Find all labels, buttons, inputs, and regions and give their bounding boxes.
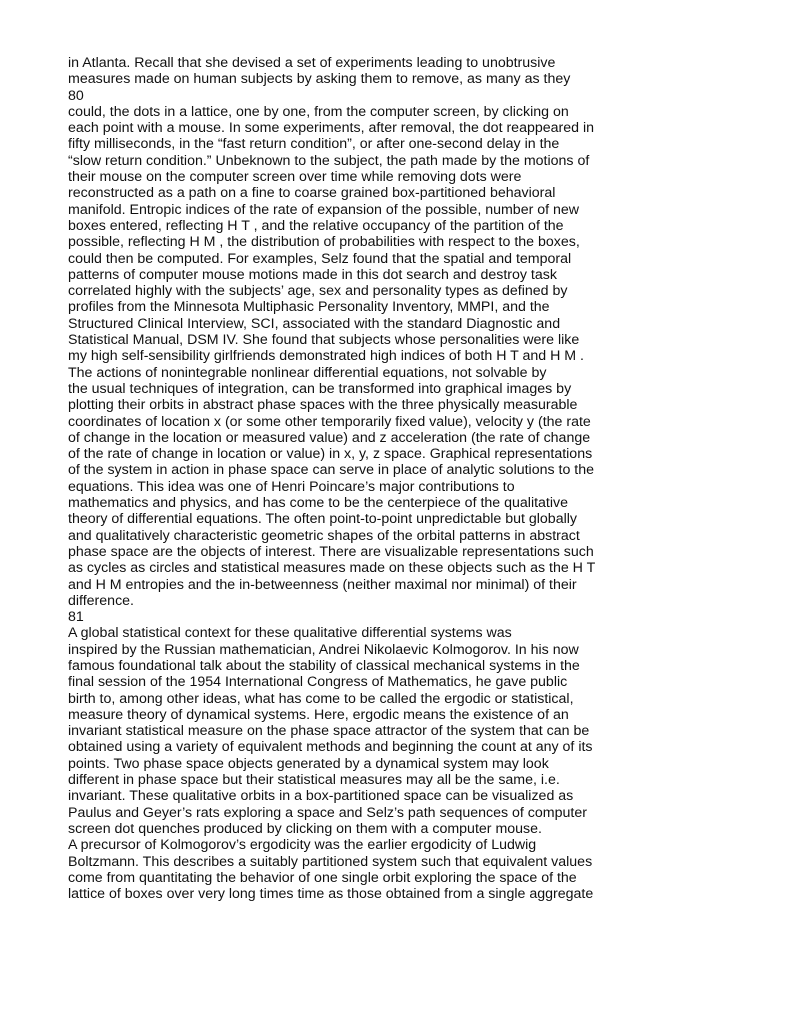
text-line: the usual techniques of integration, can be transformed into graphical images by: [68, 380, 572, 397]
text-line: and H M entropies and the in-betweenness (neither maximal nor minimal) of their: [68, 576, 577, 593]
document-page: [68, 55, 732, 902]
text-line: birth to, among other ideas, what has come to be called the ergodic or statistical,: [68, 690, 574, 707]
text-line: Paulus and Geyer’s rats exploring a space and Selz’s path sequences of computer: [68, 804, 587, 821]
text-line: possible, reflecting H M , the distribution of probabilities with respect to the boxes,: [68, 234, 580, 251]
text-line: of the rate of change in location or value) in x, y, z space. Graphical representations: [68, 446, 593, 463]
text-line: invariant statistical measure on the phase space attractor of the system that can be: [68, 723, 590, 740]
text-line: famous foundational talk about the stability of classical mechanical systems in the: [68, 657, 580, 674]
text-line: obtained using a variety of equivalent methods and beginning the count at any of its: [68, 739, 593, 756]
text-line: screen dot quenches produced by clicking on them with a computer mouse.: [68, 820, 542, 837]
text-line: lattice of boxes over very long times time as those obtained from a single aggregate: [68, 886, 594, 903]
text-line: manifold. Entropic indices of the rate of expansion of the possible, number of new: [68, 201, 580, 218]
text-line: their mouse on the computer screen over time while removing dots were: [68, 169, 522, 186]
text-line: in Atlanta. Recall that she devised a set of experiments leading to unobtrusive: [68, 55, 556, 71]
text-line: correlated highly with the subjects’ age, sex and personality types as defined by: [68, 283, 568, 300]
text-line: each point with a mouse. In some experiments, after removal, the dot reappeared in: [68, 120, 595, 137]
text-line: of the system in action in phase space can serve in place of analytic solutions to the: [68, 462, 595, 479]
text-line: invariant. These qualitative orbits in a box-partitioned space can be visualized as: [68, 788, 574, 805]
text-line: fifty milliseconds, in the “fast return condition”, or after one-second delay in the: [68, 136, 560, 153]
text-line: patterns of computer mouse motions made in this dot search and destroy task: [68, 266, 557, 283]
text-line: A global statistical context for these qualitative differential systems was: [68, 625, 512, 642]
page-number: 81: [68, 609, 84, 626]
text-line: of change in the location or measured value) and z acceleration (the rate of change: [68, 429, 591, 446]
text-line: equations. This idea was one of Henri Poincare’s major contributions to: [68, 478, 515, 495]
text-line: measure theory of dynamical systems. Here, ergodic means the existence of an: [68, 706, 569, 723]
text-line: theory of differential equations. The often point-to-point unpredictable but globally: [68, 511, 577, 528]
page-number: 80: [68, 87, 84, 104]
text-line: “slow return condition.” Unbeknown to the subject, the path made by the motions of: [68, 152, 590, 169]
text-line: reconstructed as a path on a fine to coarse grained box-partitioned behavioral: [68, 185, 556, 202]
text-line: inspired by the Russian mathematician, Andrei Nikolaevic Kolmogorov. In his now: [68, 641, 579, 658]
text-line: The actions of nonintegrable nonlinear differential equations, not solvable by: [68, 364, 547, 381]
text-line: Structured Clinical Interview, SCI, associated with the standard Diagnostic and: [68, 315, 561, 332]
text-line: Statistical Manual, DSM IV. She found that subjects whose personalities were like: [68, 332, 580, 349]
text-line: could then be computed. For examples, Selz found that the spatial and temporal: [68, 250, 572, 267]
text-line: measures made on human subjects by asking them to remove, as many as they: [68, 71, 571, 88]
text-line: points. Two phase space objects generated by a dynamical system may look: [68, 755, 549, 772]
text-line: as cycles as circles and statistical measures made on these objects such as the H T: [68, 560, 596, 577]
text-line: come from quantitating the behavior of one single orbit exploring the space of the: [68, 869, 577, 886]
text-line: profiles from the Minnesota Multiphasic Personality Inventory, MMPI, and the: [68, 299, 550, 316]
text-line: coordinates of location x (or some other temporarily fixed value), velocity y (the rate: [68, 413, 591, 430]
text-line: and qualitatively characteristic geometric shapes of the orbital patterns in abstract: [68, 527, 580, 544]
text-line: boxes entered, reflecting H T , and the relative occupancy of the partition of the: [68, 217, 564, 234]
text-line: plotting their orbits in abstract phase spaces with the three physically measurable: [68, 397, 578, 414]
text-line: different in phase space but their statistical measures may all be the same, i.e.: [68, 772, 560, 789]
text-line: could, the dots in a lattice, one by one, from the computer screen, by clicking on: [68, 103, 569, 120]
text-line: A precursor of Kolmogorov’s ergodicity was the earlier ergodicity of Ludwig: [68, 837, 537, 854]
text-line: mathematics and physics, and has come to be the centerpiece of the qualitative: [68, 495, 569, 512]
text-line: final session of the 1954 International Congress of Mathematics, he gave public: [68, 674, 568, 691]
text-line: phase space are the objects of interest. There are visualizable representations such: [68, 543, 594, 560]
text-line: Boltzmann. This describes a suitably partitioned system such that equivalent values: [68, 853, 593, 870]
text-line: my high self-sensibility girlfriends demonstrated high indices of both H T and H M .: [68, 348, 584, 365]
text-line: difference.: [68, 592, 134, 609]
